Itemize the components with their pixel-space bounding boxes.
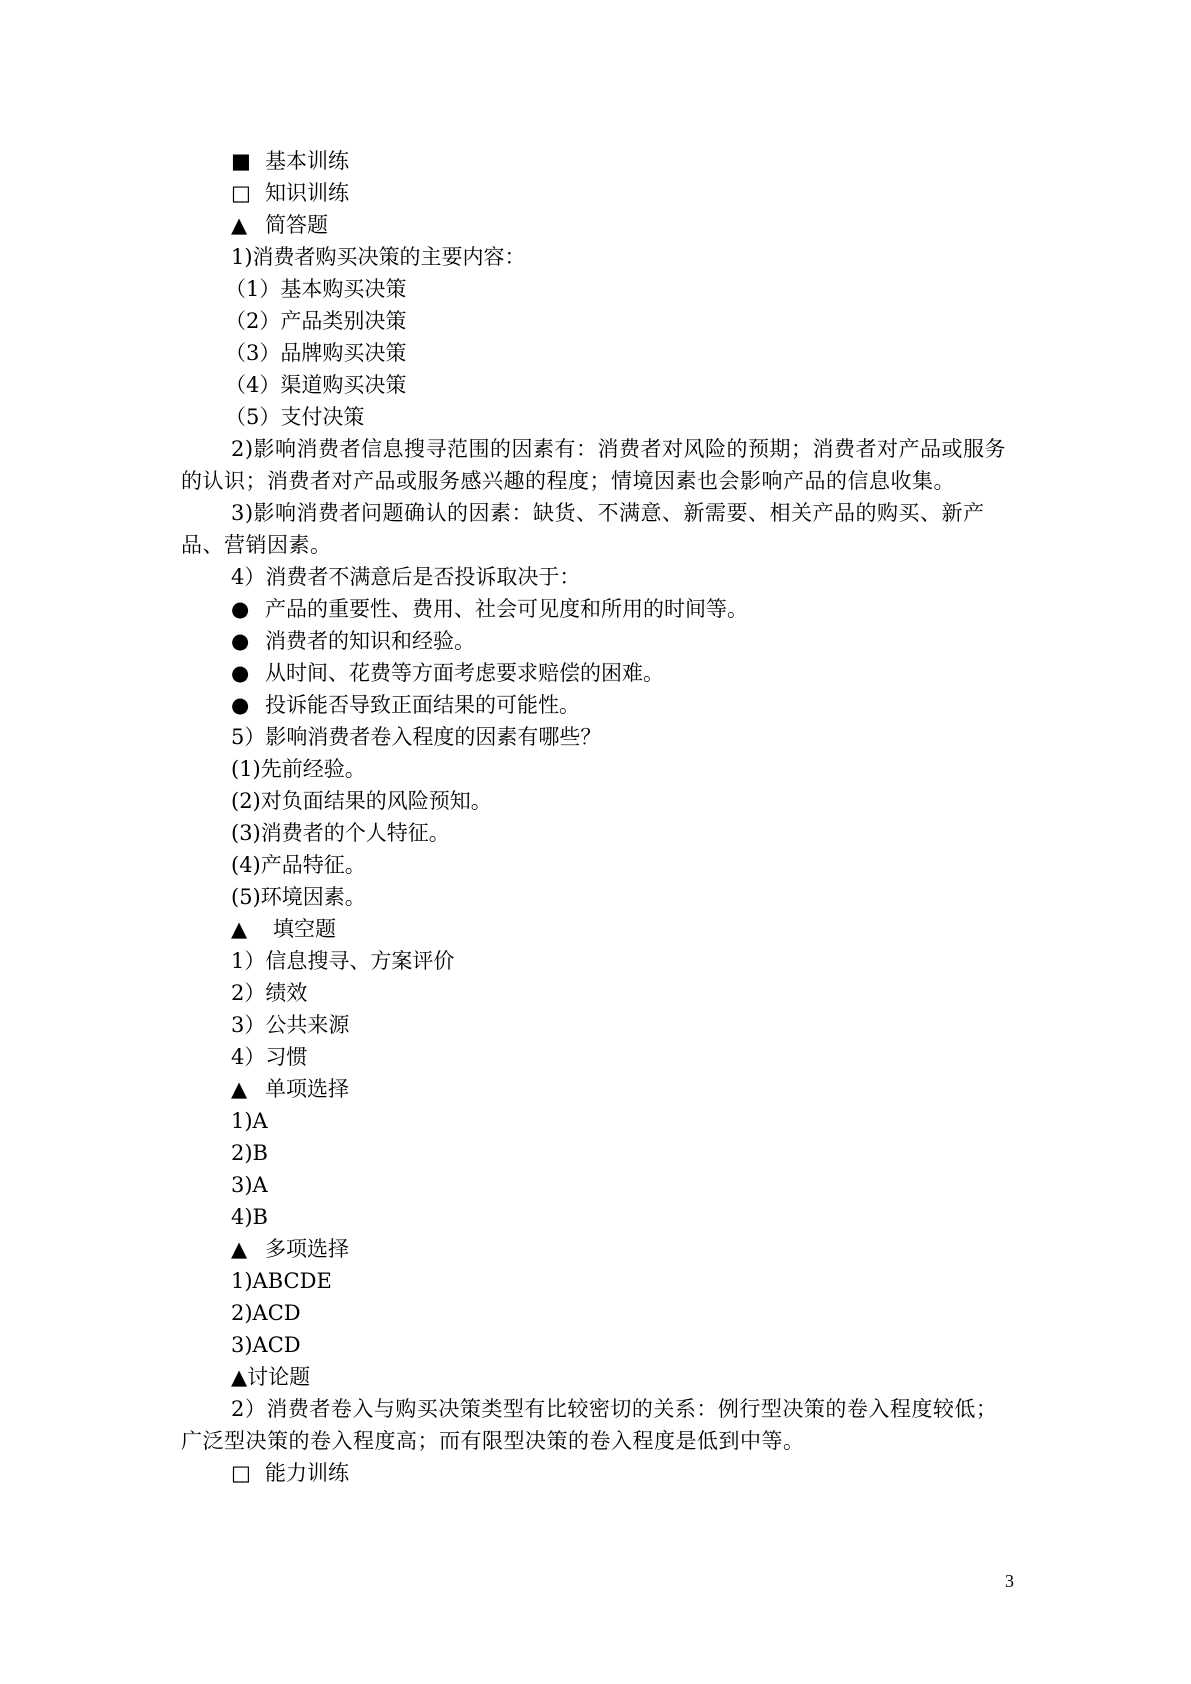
- bullet-item: ● 从时间、花费等方面考虑要求赔偿的困难。: [181, 657, 1017, 689]
- list-item: 1)ABCDE: [231, 1269, 332, 1293]
- bullet-item: ● 消费者的知识和经验。: [181, 625, 1017, 657]
- list-item: 3）公共来源: [231, 1013, 350, 1037]
- bullet-icon: ●: [231, 693, 250, 717]
- text-line: 5）影响消费者卷入程度的因素有哪些？: [231, 725, 602, 749]
- bullet-item: ● 投诉能否导致正面结果的可能性。: [181, 689, 1017, 721]
- list-item: 2）绩效: [231, 981, 308, 1005]
- text-line: 4）消费者不满意后是否投诉取决于：: [231, 565, 581, 589]
- triangle-marker: ▲: [231, 1237, 248, 1261]
- bullet-icon: ●: [231, 629, 250, 653]
- list-item: （2）产品类别决策: [225, 309, 407, 333]
- page-content: [181, 145, 1017, 1489]
- empty-square-marker: □: [231, 1461, 251, 1485]
- list-item: （4）渠道购买决策: [225, 373, 407, 397]
- triangle-marker: ▲: [231, 213, 248, 237]
- list-item: （5）支付决策: [225, 405, 365, 429]
- heading-single-choice: ▲ 单项选择: [181, 1073, 1017, 1105]
- triangle-marker: ▲: [231, 1077, 248, 1101]
- heading-short-answer: ▲ 简答题: [181, 209, 1017, 241]
- list-item: (1)先前经验。: [231, 757, 366, 781]
- heading-fill-in-blank: ▲ 填空题: [181, 913, 1017, 945]
- list-item: (3)消费者的个人特征。: [231, 821, 450, 845]
- list-item: 1）信息搜寻、方案评价: [231, 949, 455, 973]
- paragraph: 2)影响消费者信息搜寻范围的因素有：消费者对风险的预期；消费者对产品或服务的认识；消费者对产品或服务感兴趣的程度；情境因素也会影响产品的信息收集。: [181, 437, 1007, 493]
- list-item: （3）品牌购买决策: [225, 341, 407, 365]
- heading-discussion: ▲讨论题: [231, 1365, 311, 1389]
- heading-ability-training: □ 能力训练: [181, 1457, 1017, 1489]
- triangle-marker: ▲: [231, 917, 248, 941]
- paragraph: 2）消费者卷入与购买决策类型有比较密切的关系：例行型决策的卷入程度较低；广泛型决策的卷入程度高；而有限型决策的卷入程度是低到中等。: [181, 1397, 998, 1453]
- bullet-icon: ●: [231, 597, 250, 621]
- paragraph: 3)影响消费者问题确认的因素：缺货、不满意、新需要、相关产品的购买、新产品、营销因素。: [181, 501, 985, 557]
- list-item: (2)对负面结果的风险预知。: [231, 789, 492, 813]
- list-item: 4)B: [231, 1205, 268, 1229]
- heading-knowledge-training: □ 知识训练: [181, 177, 1017, 209]
- bullet-icon: ●: [231, 661, 250, 685]
- empty-square-marker: □: [231, 181, 251, 205]
- list-item: （1）基本购买决策: [225, 277, 407, 301]
- list-item: (5)环境因素。: [231, 885, 366, 909]
- list-item: 1)A: [231, 1109, 268, 1133]
- list-item: 2)B: [231, 1141, 268, 1165]
- bullet-item: ● 产品的重要性、费用、社会可见度和所用的时间等。: [181, 593, 1017, 625]
- list-item: 2)ACD: [231, 1301, 301, 1325]
- list-item: 3)ACD: [231, 1333, 301, 1357]
- list-item: 4）习惯: [231, 1045, 308, 1069]
- text-line: 1)消费者购买决策的主要内容：: [231, 245, 526, 269]
- filled-square-marker: ■: [231, 149, 251, 173]
- heading-multiple-choice: ▲ 多项选择: [181, 1233, 1017, 1265]
- list-item: (4)产品特征。: [231, 853, 366, 877]
- list-item: 3)A: [231, 1173, 268, 1197]
- heading-basic-training: ■ 基本训练: [181, 145, 1017, 177]
- page-number: 3: [1005, 1571, 1014, 1591]
